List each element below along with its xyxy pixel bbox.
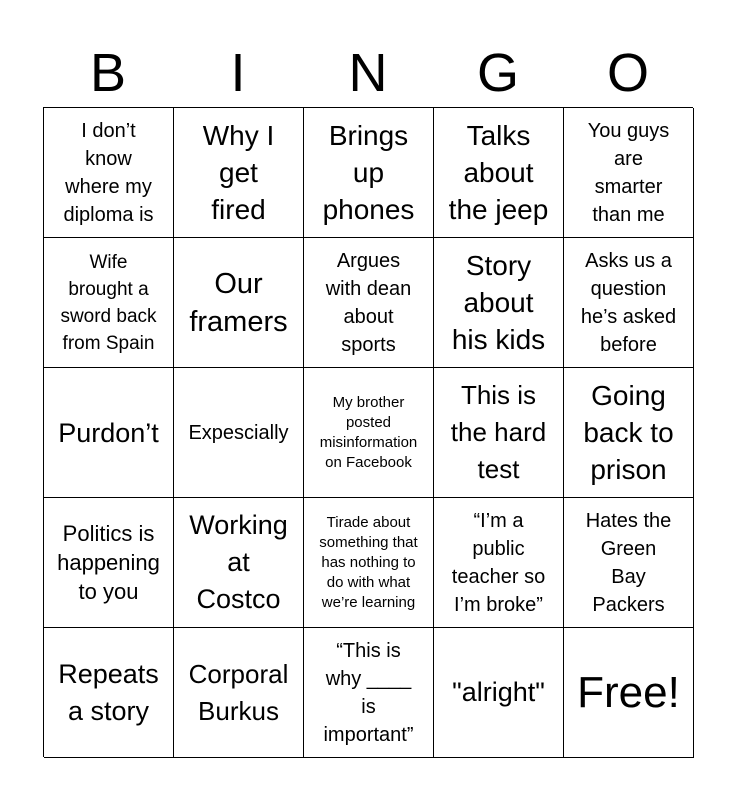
header-letter-i: I <box>230 43 246 103</box>
cell-text: Wife brought a sword back from Spain <box>60 251 157 354</box>
cell-text: Working at Costco <box>189 510 288 614</box>
cell-text: Hates the Green Bay Packers <box>585 509 672 616</box>
cell-text: Argues with dean about sports <box>325 249 412 356</box>
cell-text: Talks about the jeep <box>448 120 549 225</box>
cell-text: Repeats a story <box>58 658 159 726</box>
cell-text: Story about his kids <box>451 250 546 355</box>
cell-text: I don’t know where my diploma is <box>63 119 154 226</box>
cell-text: Expescially <box>188 421 289 444</box>
bingo-cell-r5c1[interactable] <box>44 628 174 758</box>
bingo-cell-r2c5[interactable] <box>564 238 694 368</box>
bingo-grid <box>43 107 693 757</box>
bingo-cell-r4c1[interactable] <box>44 498 174 628</box>
bingo-cell-r2c4[interactable] <box>434 238 564 368</box>
bingo-cell-r5c5[interactable] <box>564 628 694 758</box>
bingo-cell-r4c2[interactable] <box>174 498 304 628</box>
cell-text: Why I get fired <box>202 120 275 225</box>
bingo-cell-r4c4[interactable] <box>434 498 564 628</box>
free-space-text: Free! <box>577 667 680 717</box>
bingo-cell-r1c5[interactable] <box>564 108 694 238</box>
cell-text: "alright" <box>452 677 545 707</box>
cell-text: Our framers <box>189 267 288 338</box>
cell-text: Corporal Burkus <box>188 658 289 726</box>
cell-text: This is the hard test <box>450 380 547 484</box>
bingo-cell-r2c2[interactable] <box>174 238 304 368</box>
bingo-cell-r1c2[interactable] <box>174 108 304 238</box>
cell-text: Going back to prison <box>583 380 674 485</box>
bingo-cell-r2c3[interactable] <box>304 238 434 368</box>
bingo-cell-r1c1[interactable] <box>44 108 174 238</box>
cell-text: You guys are smarter than me <box>587 119 670 226</box>
bingo-cell-r5c2[interactable] <box>174 628 304 758</box>
cell-text: “I’m a public teacher so I’m broke” <box>451 509 546 616</box>
bingo-header <box>43 40 693 106</box>
bingo-cell-r5c3[interactable] <box>304 628 434 758</box>
bingo-cell-r4c5[interactable] <box>564 498 694 628</box>
bingo-cell-r4c3[interactable] <box>304 498 434 628</box>
cell-text: My brother posted misinformation on Facebook <box>319 393 418 471</box>
bingo-cell-r3c1[interactable] <box>44 368 174 498</box>
header-letter-o: O <box>606 43 649 103</box>
bingo-cell-r1c4[interactable] <box>434 108 564 238</box>
bingo-cell-r5c4[interactable] <box>434 628 564 758</box>
cell-text: Purdon’t <box>58 417 159 448</box>
header-letter-b: B <box>89 43 127 103</box>
cell-text: “This is why ____ is important” <box>323 639 414 746</box>
cell-text: Brings up phones <box>322 120 415 225</box>
bingo-cell-r3c4[interactable] <box>434 368 564 498</box>
bingo-cell-r2c1[interactable] <box>44 238 174 368</box>
bingo-cell-r3c2[interactable] <box>174 368 304 498</box>
header-letter-g: G <box>476 43 519 103</box>
cell-text: Tirade about something that has nothing to do with what we’re learning <box>319 513 418 611</box>
cell-text: Politics is happening to you <box>57 521 160 604</box>
cell-text: Asks us a question he’s asked before <box>580 249 677 356</box>
bingo-cell-r3c3[interactable] <box>304 368 434 498</box>
bingo-cell-r3c5[interactable] <box>564 368 694 498</box>
header-letter-n: N <box>348 43 388 103</box>
bingo-cell-r1c3[interactable] <box>304 108 434 238</box>
